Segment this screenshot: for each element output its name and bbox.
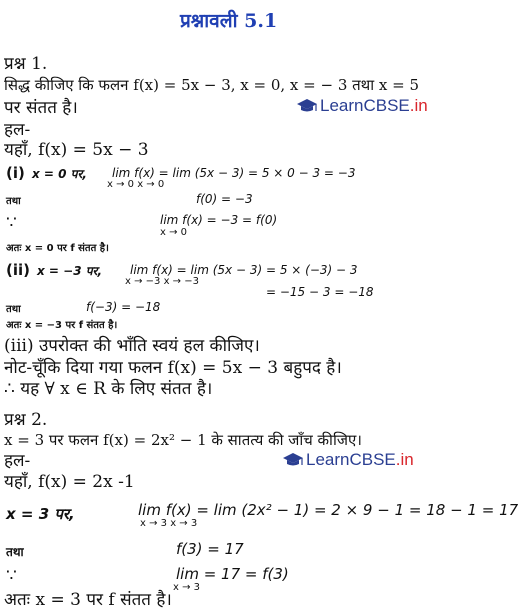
question-1-solution-label: हल-: [4, 120, 31, 140]
question-2-limit-equality-subscript: x → 3: [173, 582, 201, 593]
part-ii-condition: x = −3 पर,: [37, 264, 103, 278]
conclusion: ∴ यह ∀ x ∈ R के लिए संतत है।: [4, 379, 213, 399]
because-symbol-2: ∵: [6, 566, 17, 586]
f-at-0: f(0) = −3: [196, 192, 253, 206]
brand-dot: .: [409, 96, 415, 115]
question-2-given: यहाँ, f(x) = 2x -1: [4, 472, 135, 492]
part-i-label: (i): [6, 164, 25, 182]
limit-equality-1: lim f(x) = −3 = f(0): [160, 213, 278, 227]
learncbse-watermark: [282, 450, 414, 470]
tatha-1: तथा: [6, 196, 21, 207]
question-2-limit-equality: lim = 17 = f(3): [176, 565, 289, 583]
question-1-statement-line-2: पर संतत है।: [4, 98, 78, 118]
page-title: प्रश्नावली 5.1: [180, 10, 278, 32]
atah-2: अतः x = −3 पर f संतत है।: [6, 320, 118, 331]
learncbse-watermark: [296, 96, 428, 116]
question-2-limit: lim f(x) = lim (2x² − 1) = 2 × 9 − 1 = 18 − 1 = 17: [138, 501, 518, 519]
f-at-3: f(3) = 17: [176, 540, 244, 558]
question-1-given: यहाँ, f(x) = 5x − 3: [4, 140, 149, 160]
brand-tld: in: [414, 96, 428, 115]
part-i-limit: lim f(x) = lim (5x − 3) = 5 × 0 − 3 = −3: [112, 166, 356, 180]
part-ii-limit: lim f(x) = lim (5x − 3) = 5 × (−3) − 3: [130, 263, 358, 277]
part-iii: (iii) उपरोक्त की भाँति स्वयं हल कीजिए।: [4, 336, 260, 356]
graduation-cap-icon: [282, 451, 304, 469]
part-i-condition: x = 0 पर,: [32, 167, 87, 181]
part-ii-limit-subscript: x → −3 x → −3: [125, 276, 199, 287]
part-ii-label: (ii): [6, 261, 30, 279]
brand-main: LearnCBSE: [306, 450, 396, 469]
question-1-statement-line-1: सिद्ध कीजिए कि फलन f(x) = 5x − 3, x = 0, x = − 3 तथा x = 5: [4, 76, 420, 94]
atah-1: अतः x = 0 पर f संतत है।: [6, 243, 109, 254]
note: नोट-चूँकि दिया गया फलन f(x) = 5x − 3 बहुपद है।: [4, 358, 342, 378]
f-at-minus-3: f(−3) = −18: [86, 300, 161, 314]
question-1-label: प्रश्न 1.: [4, 54, 48, 74]
part-i-limit-subscript: x → 0 x → 0: [107, 179, 165, 190]
question-2-statement: x = 3 पर फलन f(x) = 2x² − 1 के सातत्य की जाँच कीजिए।: [4, 431, 362, 449]
tatha-2: तथा: [6, 304, 21, 315]
question-2-condition: x = 3 पर,: [6, 505, 75, 523]
graduation-cap-icon: [296, 97, 318, 115]
question-2-limit-subscript: x → 3 x → 3: [140, 518, 198, 529]
question-2-conclusion: अतः x = 3 पर f संतत है।: [4, 590, 172, 610]
brand-main: LearnCBSE: [320, 96, 410, 115]
question-2-label: प्रश्न 2.: [4, 410, 48, 430]
because-symbol-1: ∵: [6, 213, 17, 233]
brand-dot: .: [395, 450, 401, 469]
question-2-tatha: तथा: [6, 545, 24, 559]
brand-tld: in: [400, 450, 414, 469]
part-ii-continuation: = −15 − 3 = −18: [266, 285, 374, 299]
limit-equality-1-subscript: x → 0: [160, 227, 188, 238]
question-2-solution-label: हल-: [4, 451, 31, 471]
